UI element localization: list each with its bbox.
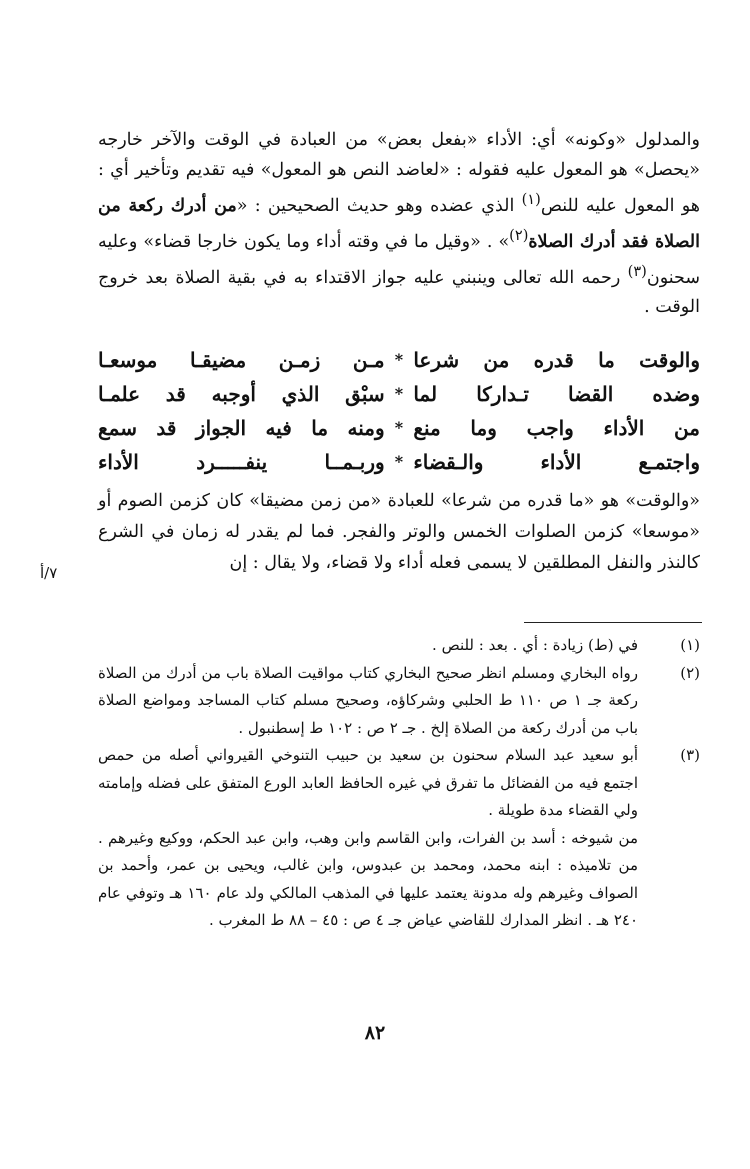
poem-verse [98,343,700,377]
verse-first-hemistich: من الأداء واجب وما منع [413,416,700,440]
verse-separator-star: * [394,350,404,369]
poem-verse [98,377,700,411]
footnote-ref-2[interactable]: (٢) [509,226,529,244]
paragraph-part-4: رحمه الله تعالى وينبني عليه جواز الاقتداء به في بقية الصلاة بعد خروج الوقت . [98,267,700,318]
verse-separator-star: * [394,452,404,471]
footnote-text: رواه البخاري ومسلم انظر صحيح البخاري كتاب مواقيت الصلاة باب من أدرك من الصلاة ركعة جـ ١ ص ١١٠ ط الحلبي وشركاؤه، وصحيح مسلم كتاب المساجد ومواضع الصلاة باب من أدرك ركعة من الصلاة إلخ . جـ ٢ ص : ١٠٢ ط إسطنبول . [98,663,638,737]
footnote-ref-3[interactable]: (٣) [627,262,647,280]
verse-separator-star: * [394,418,404,437]
footnote-3-continuation: من شيوخه : أسد بن الفرات، وابن القاسم وابن وهب، وابن عبد الحكم، ووكيع وغيرهم . من تلاميذه : ابنه محمد، ومحمد بن عبدوس، وابن غالب، ويحيى بن عمر، وأحمد بن الصواف وغيرهم وله مدونة يعتمد عليها في المذهب المالكي ولد عام ١٦٠ هـ وتوفي عام ٢٤٠ هـ . انظر المدارك للقاضي عياض جـ ٤ ص : ٤٥ – ٨٨ ط المغرب . [98,828,638,929]
footnote-number: (٣) [680,746,700,764]
footnote-2 [98,660,700,743]
verse-second-hemistich: سبْق الذي أوجبه قد علمـا [97,382,385,406]
footnote-number: (١) [680,636,700,654]
paragraph-part-2: الذي عضده وهو حديث الصحيحين : « [236,195,522,216]
footnote-divider [524,622,702,623]
manuscript-folio-marker: ٧/أ [40,564,58,582]
paragraph-part-3: » . «وقيل ما في وقته أداء وما يكون خارجا قضاء» وعليه سحنون [98,231,700,288]
main-paragraph [98,125,700,322]
verse-first-hemistich: والوقت ما قدره من شرعا [413,348,700,372]
paragraph-part-1: والمدلول «وكونه» أي: الأداء «بفعل بعض» من العبادة في الوقت والآخر خارجه «يحصل» هو المعول عليه فقوله : «لعاضد النص هو المعول» فيه تقديم وتأخير أي : هو المعول عليه للنص [98,130,700,216]
page-number: ٨٢ [364,1022,386,1044]
verse-first-hemistich: وضده القضا تـداركا لما [413,382,700,406]
poem-verse [98,445,700,479]
commentary-text: «والوقت» هو «ما قدره من شرعا» للعبادة «من زمن مضيقا» كان كزمن الصوم أو «موسعا» كزمن الصلوات الخمس والوتر والفجر. فما لم يقدر له زمان في الشرع كالنذر والنفل المطلقين لا يسمى فعله أداء ولا قضاء، ولا يقال : إن [98,491,700,573]
verse-separator-star: * [394,384,404,403]
verse-second-hemistich: مـن زمـن مضيقـا موسعـا [97,348,385,372]
hadith-quote: من أدرك ركعة من الصلاة فقد أدرك الصلاة [98,195,700,252]
verse-first-hemistich: واجتمـع الأداء والـقضاء [413,450,700,474]
verse-second-hemistich: ومنه ما فيه الجواز قد سمع [97,416,385,440]
poem-block [98,343,700,479]
commentary-paragraph [98,486,700,579]
verse-second-hemistich: وربـمــا ينفـــــرد الأداء [97,450,385,474]
footnote-ref-1[interactable]: (١) [521,191,541,208]
paragraph-text [98,125,700,322]
footnote-3 [98,742,700,825]
footnote-text: أبو سعيد عبد السلام سحنون بن سعيد بن حبيب التنوخي القيرواني أصله من حمص اجتمع فيه من الفضائل ما تفرق في غيره الحافظ العابد الورع المتفق على فضله وإمامته ولي القضاء مدة طويلة . [98,746,638,819]
footnote-number: (٢) [680,663,700,682]
poem-verse [98,411,700,445]
footnote-text: في (ط) زيادة : أي . بعد : للنص . [432,636,638,654]
footnotes-section [98,632,700,935]
footnote-1 [98,632,700,660]
